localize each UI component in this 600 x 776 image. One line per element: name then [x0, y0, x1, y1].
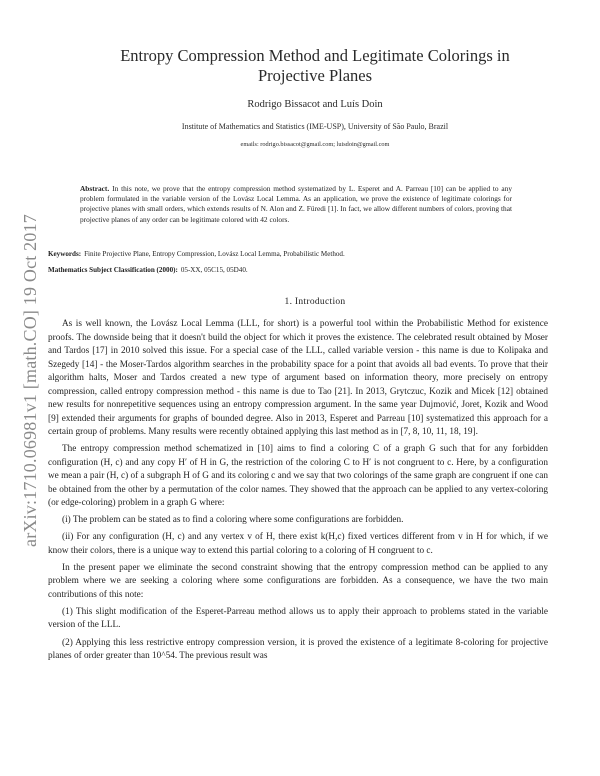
authors: Rodrigo Bissacot and Luís Doin: [247, 99, 383, 110]
paragraph-4: (ii) For any configuration (H, c) and any vertex v of H, there exist k(H,c) fixed vertices different from v in H for which, if we know their colors, there is a unique way to extend this partial coloring to a coloring of H congruent to c.: [48, 532, 548, 556]
keywords-label: Keywords:: [48, 250, 82, 258]
paragraph-7: (2) Applying this less restrictive entropy compression version, it is proved the existence of a legitimate 8-coloring for projective planes of order greater than 10^54. The previous result was: [48, 637, 548, 662]
paragraph-3: (i) The problem can be stated as to find a coloring where some configurations are forbidden.: [62, 515, 404, 526]
paragraph-6: (1) This slight modification of the Esperet-Parreau method allows us to apply their approach to problems stated in the variable version of the LLL.: [48, 606, 548, 631]
paragraph-1: As is well known, the Lovász Local Lemma (LLL, for short) is a powerful tool within the Probabilistic Method for existence proofs. The downside being that it doesn't build the object for which it proves the existence. The celebrated result obtained by Moser and Tardos [17] in 2010 solved this issue. For a special case of the LLL, called variable version - this name is due to Kolipaka and Szegedy [14] - the Moser-Tardos algorithm searches in the probability space for a point that avoids all bad events. To prove that their algorithm halts, Moser and Tardos created a new type of argument based on information theory, more precisely on entropy compression, called entropy compression method - this name is due to Tao [21]. In 2013, Grytczuc, Kozik and Micek [12] obtained new results for nonrepetitive sequences using an entropy compression argument. In the same year Dujmović, Joret, Kozik and Wood [9] extended their arguments for graphs of bounded degree. Also in 2013, Esperet and Parreau [10] systematized this approach for a certain group of problems. Many results were recently obtained applying this last method as in [7, 8, 10, 11, 18, 19].: [48, 319, 548, 437]
title-line-1: Entropy Compression Method and Legitimate Colorings in: [120, 46, 510, 65]
emails: emails: rodrigo.bissacot@gmail.com; luisdoin@gmail.com: [240, 141, 390, 148]
msc-classification: [48, 266, 548, 274]
title-line-2: Projective Planes: [257, 66, 373, 85]
arxiv-identifier: arXiv:1710.06981v1 [math.CO] 19 Oct 2017: [19, 213, 40, 547]
arxiv-stamp-wrapper: [10, 160, 50, 600]
body-text: [48, 318, 548, 667]
keywords-text: Finite Projective Plane, Entropy Compression, Lovász Local Lemma, Probabilistic Method.: [84, 250, 345, 258]
affiliation: Institute of Mathematics and Statistics (IME-USP), University of São Paulo, Brazil: [181, 122, 449, 131]
section-heading: 1. Introduction: [284, 297, 346, 307]
abstract: [80, 184, 512, 225]
abstract-label: Abstract.: [80, 184, 110, 193]
paper-title: [70, 46, 560, 86]
paragraph-2: The entropy compression method schematized in [10] aims to find a coloring C of a graph G such that for any forbidden configuration (H, c) and any copy H′ of H in G, the restriction of the coloring C to H′ is not congruent to c. Here, by a configuration we mean a pair (H, c) of a subgraph H of G and its coloring c and we say that two colorings of the same graph are congruent if one can be obtained from the other by a permutation of the color names. They showed that the approach can be applied to any vertex-coloring (or edge-coloring) problem in a graph G where:: [48, 444, 548, 509]
paragraph-5: In the present paper we eliminate the second constraint showing that the entropy compression method can be applied to any problem where we are seeking a coloring where some configurations are forbidden. As a consequence, we have the two main contributions of this note:: [48, 562, 548, 600]
msc-label: Mathematics Subject Classification (2000):: [48, 266, 178, 274]
abstract-text: In this note, we prove that the entropy compression method systematized by L. Esperet and A. Parreau [10] can be applied to any problem formulated in the variable version of the Lovász Local Lemma. As an application, we prove the existence of legitimate colorings for projective planes with small orders, which extends results of N. Alon and Z. Füredi [1]. In fact, we allow different numbers of colors, proving that projective planes of any order can be legitimate colored with 42 colors.: [80, 184, 512, 224]
msc-text: 05-XX, 05C15, 05D40.: [180, 266, 248, 274]
keywords: [48, 250, 548, 258]
